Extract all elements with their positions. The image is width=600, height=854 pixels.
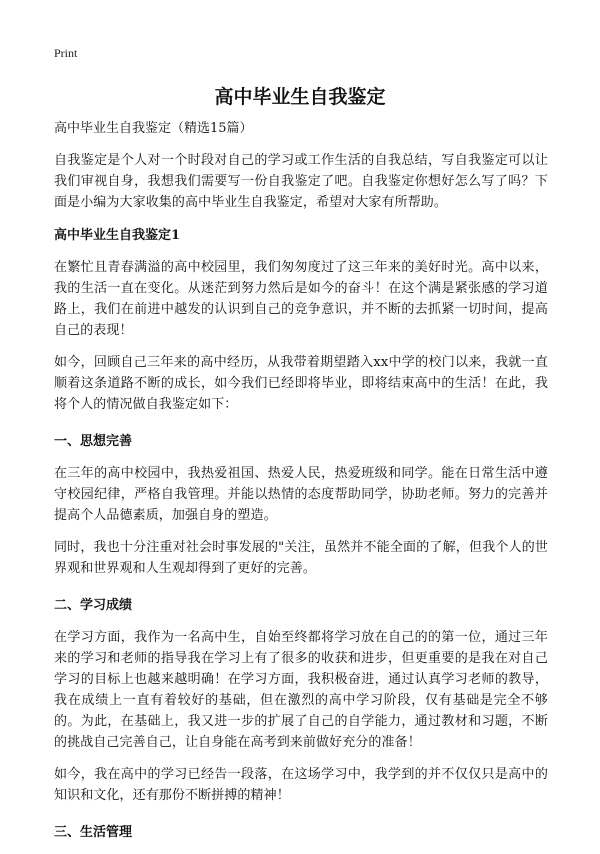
- paragraph-5: 在学习方面，我作为一名高中生，自始至终都将学习放在自己的的第一位，通过三年来的学习和老师的指导我在学习上有了很多的收获和进步，但更重要的是我在对自己学习的目标上也越来越明确！在学习方面，我积极奋进，通过认真学习老师的教导，我在成绩上一直有着较好的基础，但在激烈的高中学习阶段，仅有基础是完全不够的。为此，在基础上，我又进一步的扩展了自己的自学能力，通过教材和习题，不断的挑战自己完善自己，让自身能在高考到来前做好充分的准备！: [54, 630, 548, 750]
- print-link[interactable]: Print: [54, 46, 78, 60]
- section-heading-1: 高中毕业生自我鉴定1: [54, 228, 181, 243]
- subheading-study: 二、学习成绩: [54, 598, 133, 613]
- paragraph-6: 如今，我在高中的学习已经告一段落，在这场学习中，我学到的并不仅仅只是高中的知识和文化，还有那份不断拼搏的精神！: [54, 767, 548, 803]
- paragraph-1: 在繁忙且青春满溢的高中校园里，我们匆匆度过了这三年来的美好时光。高中以来，我的生活一直在变化。从迷茫到努力然后是如今的奋斗！在这个满是紧张感的学习道路上，我们在前进中越发的认识到自己的竞争意识，并不断的去抓紧一切时间，提高自己的表现！: [54, 260, 548, 338]
- article-subtitle: 高中毕业生自我鉴定（精选15篇）: [54, 121, 253, 136]
- article-body: [54, 120, 548, 854]
- paragraph-3: 在三年的高中校园中，我热爱祖国、热爱人民，热爱班级和同学。能在日常生活中遵守校园纪律，严格自我管理。并能以热情的态度帮助同学，协助老师。努力的完善并提高个人品德素质，加强自身的塑造。: [54, 466, 548, 523]
- subheading-thought: 一、思想完善: [54, 434, 133, 449]
- page-title: 高中毕业生自我鉴定: [214, 86, 386, 108]
- paragraph-4: 同时，我也十分注重对社会时事发展的"关注，虽然并不能全面的了解，但我个人的世界观和世界观和人生观却得到了更好的完善。: [54, 540, 548, 576]
- intro-paragraph: 自我鉴定是个人对一个时段对自己的学习或工作生活的自我总结，写自我鉴定可以让我们审视自身，我想我们需要写一份自我鉴定了吧。自我鉴定你想好怎么写了吗？下面是小编为大家收集的高中毕业生自我鉴定，希望对大家有所帮助。: [54, 153, 548, 210]
- subheading-life: 三、生活管理: [54, 825, 133, 840]
- paragraph-2: 如今，回顾自己三年来的高中经历，从我带着期望踏入xx中学的校门以来，我就一直顺着这条道路不断的成长，如今我们已经即将毕业，即将结束高中的生活！在此，我将个人的情况做自我鉴定如下：: [54, 355, 548, 412]
